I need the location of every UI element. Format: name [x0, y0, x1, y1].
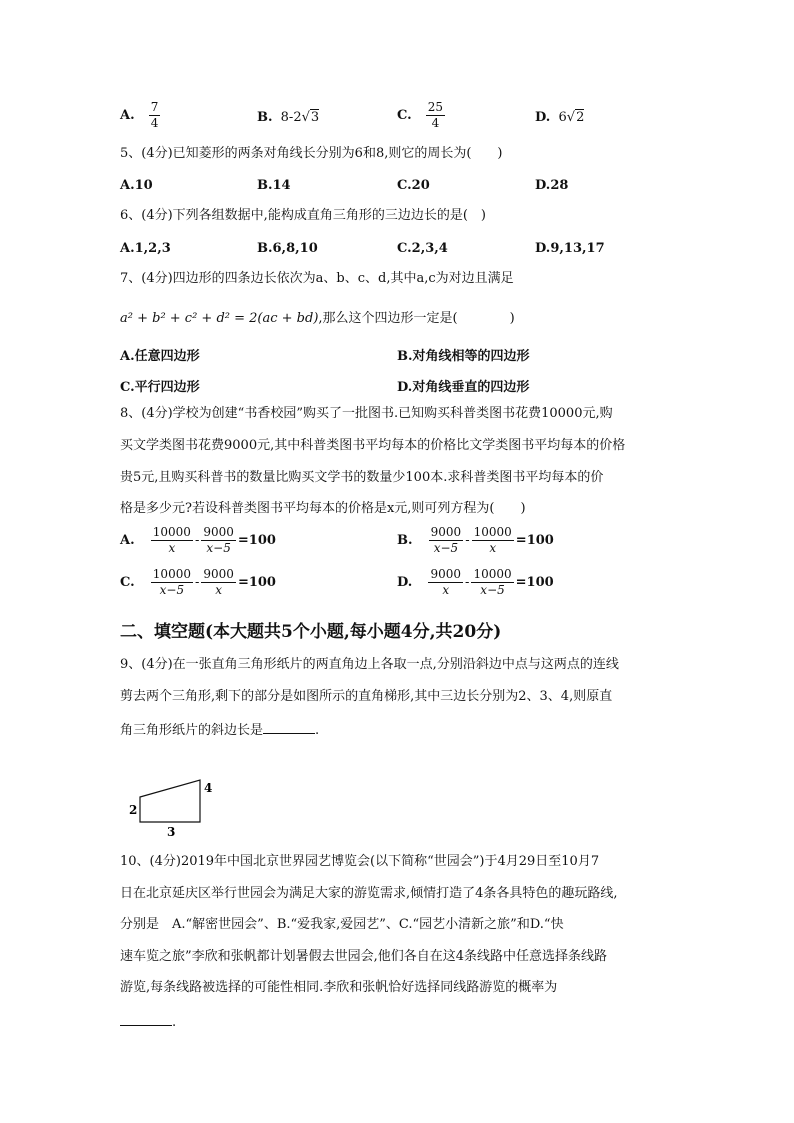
q9-line-3: 角三角形纸片的斜边长是 . — [120, 723, 320, 738]
q8-option-d: D. $\frac{9000}{x}$ - $\frac{10000}{x-5}$ =100 — [397, 567, 554, 597]
q10-answer-line: . — [120, 1013, 176, 1029]
answer-blank — [120, 1013, 172, 1026]
fraction: $\frac{10000}{x-5}$ — [473, 567, 512, 597]
q7-option-d: D.对角线垂直的四边形 — [397, 380, 530, 395]
fraction: $\frac{7}{4}$ — [150, 100, 159, 130]
sqrt-symbol: √ — [566, 110, 576, 125]
q6-option-c: C.2,3,4 — [397, 241, 448, 256]
trapezoid-shape — [140, 780, 200, 822]
q7-formula-tail: ,那么这个四边形一定是( ) — [318, 311, 515, 326]
q10-line-2: 日在北京延庆区举行世园会为满足大家的游览需求,倾情打造了4条各具特色的趣玩路线, — [120, 886, 618, 901]
q8-line-1: 8、(4分)学校为创建“书香校园”购买了一批图书.已知购买科普类图书花费10000元,购 — [120, 406, 613, 421]
q7-option-a: A.任意四边形 — [120, 349, 200, 364]
section-heading: 二、填空题(本大题共5个小题,每小题4分,共20分) — [120, 622, 502, 642]
fraction: $\frac{25}{4}$ — [427, 100, 444, 130]
q8-line-3: 贵5元,且购买科普书的数量比购买文学书的数量少100本.求科普类图书平均每本的价 — [120, 470, 604, 485]
q8-line-2: 买文学类图书花费9000元,其中科普类图书平均每本的价格比文学类图书平均每本的价格 — [120, 438, 626, 453]
q5-stem: 5、(4分)已知菱形的两条对角线长分别为6和8,则它的周长为( ) — [120, 146, 503, 161]
q6-option-d: D.9,13,17 — [535, 241, 605, 256]
q5-option-d: D.28 — [535, 178, 569, 193]
q8-option-a: A. $\frac{10000}{x}$ - $\frac{9000}{x-5}$ =100 — [120, 525, 276, 555]
fraction: $\frac{10000}{x}$ — [473, 525, 512, 555]
q4-option-d: D. 6√2 — [535, 110, 585, 125]
fraction: $\frac{9000}{x}$ — [203, 567, 234, 597]
q8-option-b: B. $\frac{9000}{x-5}$ - $\frac{10000}{x}$ =100 — [397, 525, 554, 555]
q4-option-b: B. 8-2√3 — [257, 110, 320, 125]
fraction: $\frac{9000}{x-5}$ — [203, 525, 234, 555]
q4-option-c: C. $\frac{25}{4}$ — [397, 100, 444, 130]
q7-formula: a² + b² + c² + d² = 2(ac + bd) — [120, 311, 319, 326]
q7-option-b: B.对角线相等的四边形 — [397, 349, 530, 364]
q10-line-3: 分别是 A.“解密世园会”、B.“爱我家,爱园艺”、C.“园艺小清新之旅”和D.“快 — [120, 917, 564, 932]
q5-option-c: C.20 — [397, 178, 430, 193]
label-right: 4 — [204, 781, 213, 795]
q8-line-4: 格是多少元?若设科普类图书平均每本的价格是x元,则可列方程为( ) — [120, 501, 526, 516]
q10-line-1: 10、(4分)2019年中国北京世界园艺博览会(以下简称“世园会”)于4月29日至10月7 — [120, 854, 600, 869]
q8-option-c: C. $\frac{10000}{x-5}$ - $\frac{9000}{x}$ =100 — [120, 567, 276, 597]
fraction: $\frac{10000}{x-5}$ — [152, 567, 191, 597]
q4-options — [120, 96, 680, 136]
q7-formula-line — [120, 307, 515, 326]
q6-stem: 6、(4分)下列各组数据中,能构成直角三角形的三边边长的是( ) — [120, 208, 486, 223]
q9-line-1: 9、(4分)在一张直角三角形纸片的两直角边上各取一点,分别沿斜边中点与这两点的连线 — [120, 657, 619, 672]
q5-option-b: B.14 — [257, 178, 291, 193]
q7-option-c: C.平行四边形 — [120, 380, 200, 395]
trapezoid-figure — [120, 770, 230, 840]
option-letter: A. — [120, 108, 135, 123]
q5-option-a: A.10 — [120, 178, 153, 193]
label-bottom: 3 — [167, 825, 176, 839]
q9-line-2: 剪去两个三角形,剩下的部分是如图所示的直角梯形,其中三边长分别为2、3、4,则原直 — [120, 689, 613, 704]
fraction: $\frac{9000}{x-5}$ — [430, 525, 462, 555]
q6-option-b: B.6,8,10 — [257, 241, 318, 256]
label-left: 2 — [129, 803, 138, 817]
q10-line-4: 速车览之旅”李欣和张帆都计划暑假去世园会,他们各自在这4条线路中任意选择条线路 — [120, 949, 608, 964]
fraction: $\frac{9000}{x}$ — [430, 567, 462, 597]
sqrt-symbol: √ — [301, 110, 310, 125]
fraction: $\frac{10000}{x}$ — [152, 525, 191, 555]
q6-option-a: A.1,2,3 — [120, 241, 171, 256]
answer-blank — [263, 721, 315, 734]
q10-line-5: 游览,每条线路被选择的可能性相同.李欣和张帆恰好选择同线路游览的概率为 — [120, 980, 558, 995]
q4-option-a — [120, 100, 162, 131]
q7-stem: 7、(4分)四边形的四条边长依次为a、b、c、d,其中a,c为对边且满足 — [120, 271, 514, 286]
